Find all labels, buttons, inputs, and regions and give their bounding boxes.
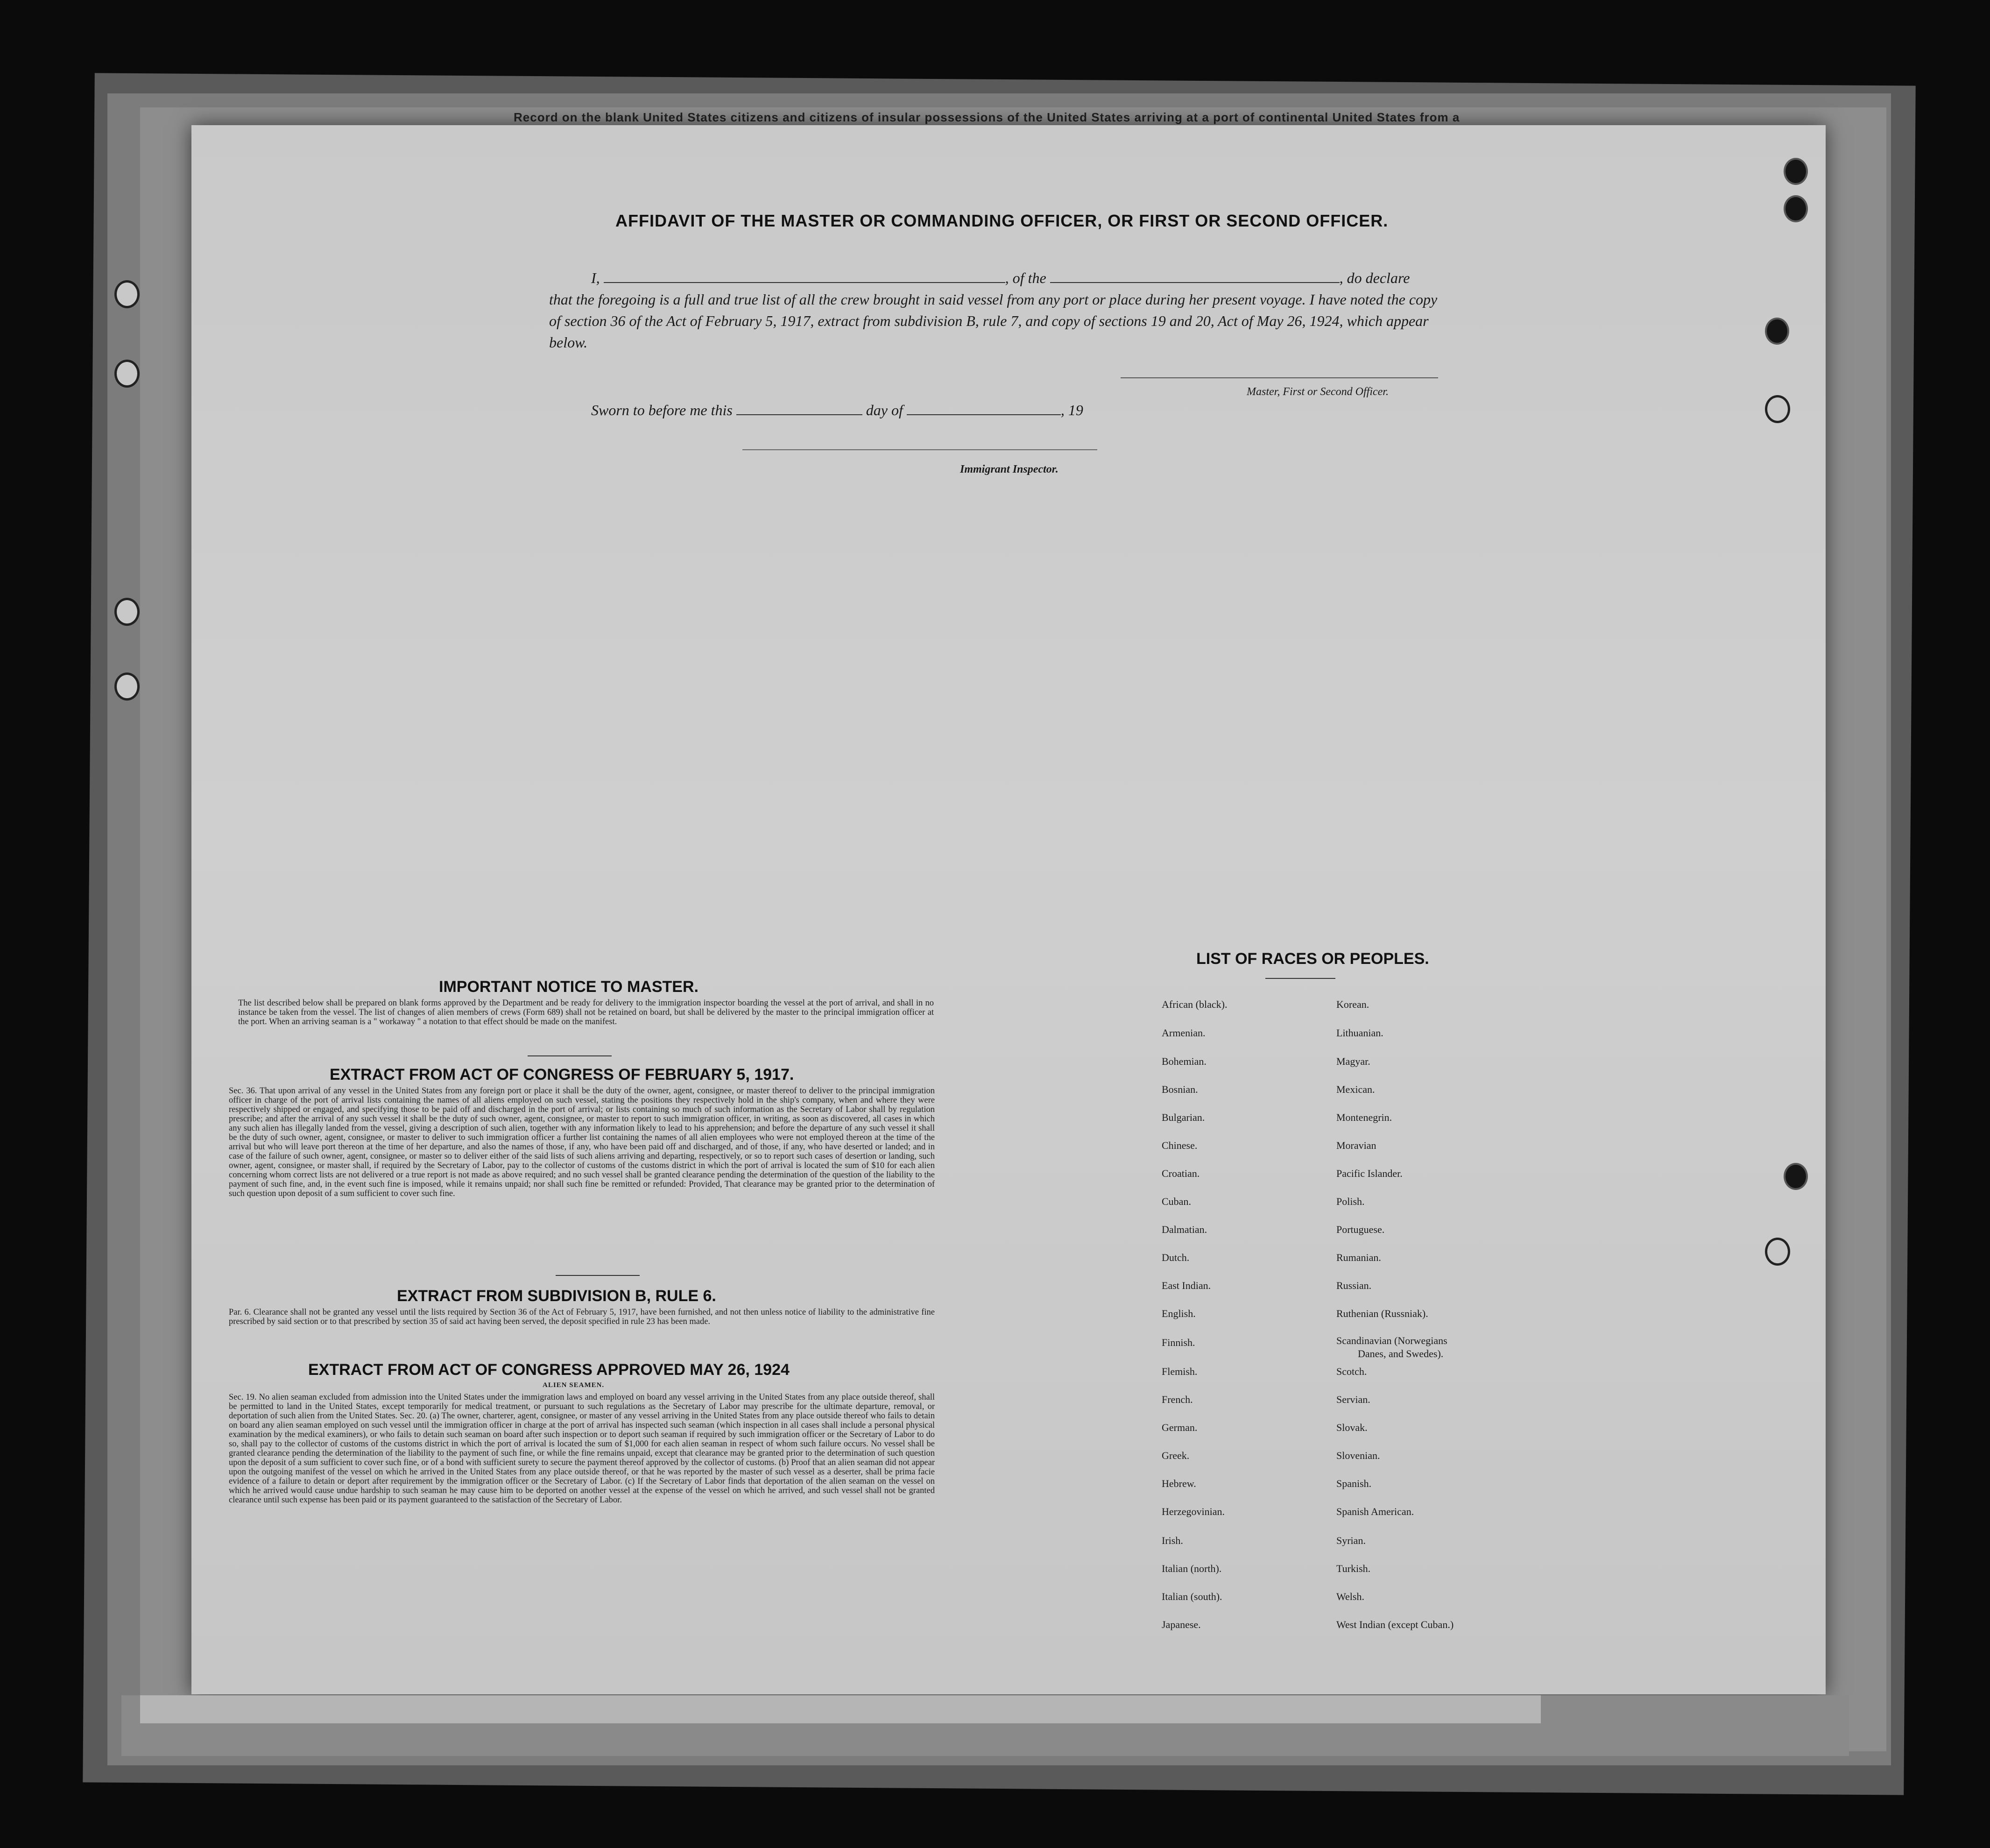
extract-1924-title: EXTRACT FROM ACT OF CONGRESS APPROVED MAY 26, 1924 (308, 1361, 790, 1379)
race-item: Greek. (1162, 1450, 1190, 1461)
race-item: German. (1162, 1422, 1198, 1433)
sworn-day-field (736, 402, 862, 415)
race-item: Armenian. (1162, 1027, 1206, 1039)
extract-rule6-body: Par. 6. Clearance shall not be granted any vessel until the lists required by Section 36 of the Act of February 5, 1917, have been furnished, and not then unless notice of liability to the administrative fine prescribed by said section or to that prescribed by section 35 of said act having been served, the deposit specified in rule 23 has been made. (229, 1308, 935, 1326)
race-item: Flemish. (1162, 1366, 1198, 1377)
sworn-statement (591, 402, 1083, 419)
race-item: Finnish. (1162, 1337, 1195, 1348)
race-item: Spanish American. (1336, 1506, 1414, 1517)
binder-hole-icon (1765, 318, 1789, 345)
race-item: English. (1162, 1308, 1196, 1319)
race-item: Montenegrin. (1336, 1112, 1392, 1123)
race-item: Scotch. (1336, 1366, 1367, 1377)
header-strip: Record on the blank United States citizens and citizens of insular possessions of the United States arriving at a port of continental United States from a (514, 110, 1460, 124)
race-item: French. (1162, 1394, 1193, 1405)
race-item: Bosnian. (1162, 1083, 1198, 1095)
paper-stack-bottom-edge (140, 1695, 1541, 1723)
race-item: Polish. (1336, 1196, 1365, 1207)
race-item: Bulgarian. (1162, 1112, 1205, 1123)
affidavit-i-label: I, (591, 269, 600, 286)
sworn-day-of: day of (866, 402, 903, 418)
race-item: Dalmatian. (1162, 1224, 1207, 1235)
binder-hole-icon (1765, 1238, 1790, 1266)
races-title: LIST OF RACES OR PEOPLES. (1196, 950, 1429, 968)
inspector-signature-line (742, 449, 1097, 450)
extract-1924-subtitle: ALIEN SEAMEN. (543, 1381, 605, 1389)
affidavit-text: that the foregoing is a full and true list of all the crew brought in said vessel from any port or place during her present voyage. I have noted the copy of section 36 of the Act of February 5, 1917, extract from subdivision B, rule 7, and copy of sections 19 and 20, Act of May 26, 1924, which appear below. (549, 291, 1438, 351)
race-item: Magyar. (1336, 1055, 1370, 1067)
race-item: Mexican. (1336, 1083, 1375, 1095)
race-item: Slovak. (1336, 1422, 1368, 1433)
race-item: Chinese. (1162, 1140, 1198, 1151)
section-divider (556, 1275, 640, 1276)
sworn-year-prefix: , 19 (1060, 402, 1083, 418)
race-item: Rumanian. (1336, 1252, 1381, 1263)
binder-hole-icon (114, 280, 140, 308)
race-item: Russian. (1336, 1280, 1372, 1291)
race-item: Ruthenian (Russniak). (1336, 1308, 1428, 1319)
section-divider (528, 1055, 612, 1056)
notice-title: IMPORTANT NOTICE TO MASTER. (439, 978, 699, 996)
binder-hole-icon (1784, 158, 1808, 185)
master-signature-line (1121, 377, 1438, 378)
race-item: Welsh. (1336, 1591, 1364, 1602)
race-item: East Indian. (1162, 1280, 1211, 1291)
race-item: Danes, and Swedes). (1358, 1348, 1444, 1359)
binder-hole-icon (114, 673, 140, 701)
race-item: Italian (north). (1162, 1563, 1222, 1574)
race-item: West Indian (except Cuban.) (1336, 1619, 1454, 1630)
race-item: Bohemian. (1162, 1055, 1207, 1067)
affidavit-do-declare: , do declare (1339, 269, 1410, 286)
race-item: Lithuanian. (1336, 1027, 1383, 1039)
race-item: Syrian. (1336, 1535, 1366, 1546)
race-item: Croatian. (1162, 1168, 1200, 1179)
notice-body: The list described below shall be prepared on blank forms approved by the Department and be ready for delivery to the immigration inspector boarding the vessel at the port of arrival, and shall in no instance be taken from the vessel. The list of changes of alien members of crews (Form 689) shall not be retained on board, but shall be delivered by the master to the principal immigration officer at the port. When an arriving seaman is a " workaway " a notation to that effect should be made on the manifest. (238, 998, 934, 1027)
race-item: Slovenian. (1336, 1450, 1380, 1461)
race-item: Irish. (1162, 1535, 1183, 1546)
binder-hole-icon (1765, 395, 1790, 423)
races-title-underline (1265, 978, 1335, 979)
sworn-month-field (907, 402, 1061, 415)
race-item: Spanish. (1336, 1478, 1372, 1489)
affidavit-title: AFFIDAVIT OF THE MASTER OR COMMANDING OFFICER, OR FIRST OR SECOND OFFICER. (615, 211, 1389, 230)
extract-1917-body: Sec. 36. That upon arrival of any vessel in the United States from any foreign port or place it shall be the duty of the owner, agent, consignee, or master thereof to deliver to the principal immigration officer in charge of the port of arrival lists containing the names of all aliens employed on such vessel, stating the positions they respectively hold in the ship's company, when and where they were respectively shipped or engaged, and specifying those to be paid off and discharged in the port of arrival; or lists containing so much of such information as the Secretary of Labor shall by regulation prescribe; and after the arrival of any such vessel it shall be the duty of such owner, agent, consignee, or master to report to such immigration officer, in writing, as soon as discovered, all cases in which any such alien has illegally landed from the vessel, giving a description of such alien, together with any information likely to lead to his apprehension; and before the departure of any such vessel it shall be the duty of such owner, agent, consignee, or master to deliver to such immigration officer a further list containing the names of all alien employees who were not employed thereon at the time of the arrival but who will leave port thereon at the time of her departure, and also the names of those, if any, who have been paid off and discharged, and of those, if any, who have deserted or landed; and in case of the failure of such owner, agent, consignee, or master so to deliver either of the said lists of such aliens arriving and departing, respectively, or so to report such cases of desertion or landing, such owner, agent, consignee, or master shall, if required by the Secretary of Labor, pay to the collector of customs of the customs district in which the port of arrival is located the sum of $10 for each alien concerning whom correct lists are not delivered or a true report is not made as above required; and no such vessel shall be granted clearance pending the determination of the question of the liability to the payment of such fine, and, in the event such fine is imposed, while it remains unpaid; nor shall such fine be remitted or refunded: Provided, That clearance may be granted prior to the determination of such question upon deposit of a sum sufficient to cover such fine. (229, 1086, 935, 1198)
binder-hole-icon (1784, 1163, 1808, 1190)
race-item: Korean. (1336, 998, 1369, 1010)
race-item: Portuguese. (1336, 1224, 1385, 1235)
affidavit-of-the: , of the (1005, 269, 1046, 286)
extract-1924-body: Sec. 19. No alien seaman excluded from admission into the United States under the immigration laws and employed on board any vessel arriving in the United States from any place outside thereof, shall be permitted to land in the United States, except temporarily for medical treatment, or pursuant to such regulations as the Secretary of Labor may prescribe for the ultimate departure, removal, or deportation of such alien from the United States. Sec. 20. (a) The owner, charterer, agent, consignee, or master of any vessel arriving in the United States from any place outside thereof who fails to detain on board any alien seaman employed on such vessel until the immigration officer in charge at the port of arrival has inspected such seaman (which inspection in all cases shall include a personal physical examination by the medical examiners), or who fails to detain such seaman on board after such inspection or to deport such seaman if required by such immigration officer or the Secretary of Labor to do so, shall pay to the collector of customs of the customs district in which the port of arrival is located the sum of $1,000 for each alien seaman in respect of whom such failure occurs. No vessel shall be granted clearance pending the determination of the liability to the payment of such fine, or while the fine remains unpaid, except that clearance may be granted prior to the determination of such question upon the deposit of a sum sufficient to cover such fine, or of a bond with sufficient surety to secure the payment thereof approved by the collector of customs. (b) Proof that an alien seaman did not appear upon the outgoing manifest of the vessel on which he arrived in the United States from any place outside thereof, or that he was reported by the master of such vessel as a deserter, shall be prima facie evidence of a failure to detain or deport after requirement by the immigration officer or the Secretary of Labor. (c) If the Secretary of Labor finds that deportation of the alien seaman on the vessel on which he arrived would cause undue hardship to such seaman he may cause him to be deported on another vessel at the expense of the vessel on which he arrived, and such vessel shall not be granted clearance until such expense has been paid or its payment guaranteed to the satisfaction of the Secretary of Labor. (229, 1393, 935, 1505)
race-item: Moravian (1336, 1140, 1376, 1151)
vessel-name-field (1050, 270, 1340, 283)
race-item: Dutch. (1162, 1252, 1190, 1263)
race-item: Herzegovinian. (1162, 1506, 1225, 1517)
extract-1917-title: EXTRACT FROM ACT OF CONGRESS OF FEBRUARY 5, 1917. (330, 1066, 794, 1083)
binder-hole-icon (1784, 195, 1808, 222)
inspector-signature-caption: Immigrant Inspector. (960, 463, 1059, 475)
race-item: Japanese. (1162, 1619, 1201, 1630)
race-item: Turkish. (1336, 1563, 1371, 1574)
race-item: Cuban. (1162, 1196, 1191, 1207)
master-name-field (604, 270, 1005, 283)
extract-rule6-title: EXTRACT FROM SUBDIVISION B, RULE 6. (397, 1287, 716, 1305)
race-item: Italian (south). (1162, 1591, 1222, 1602)
master-signature-caption: Master, First or Second Officer. (1247, 386, 1389, 398)
binder-hole-icon (114, 360, 140, 388)
binder-hole-icon (114, 598, 140, 626)
sworn-text: Sworn to before me this (591, 402, 733, 418)
race-item: Hebrew. (1162, 1478, 1196, 1489)
affidavit-body (549, 267, 1450, 353)
race-item: Servian. (1336, 1394, 1370, 1405)
race-item: African (black). (1162, 998, 1228, 1010)
race-item: Pacific Islander. (1336, 1168, 1403, 1179)
race-item: Scandinavian (Norwegians (1336, 1335, 1447, 1346)
